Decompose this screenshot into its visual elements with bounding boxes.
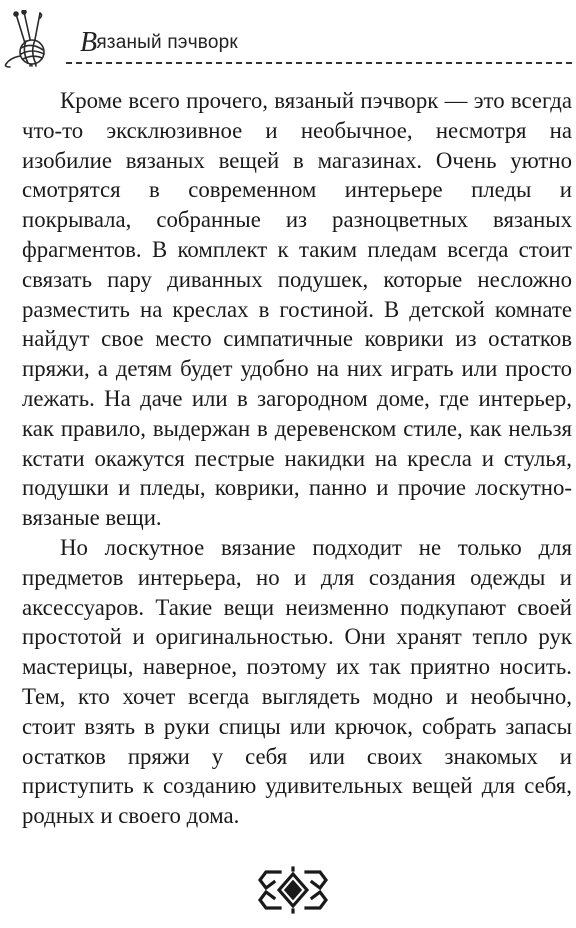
paragraph-1: Кроме всего прочего, вязаный пэчворк — это всегда что-то эксклюзивное и необычное, несмотря на изобилие вязаных вещей в магазинах. Очень уютно смотрятся в современном интерьере пледы и покрывала, собранные из разноцветных вязаных фрагментов. В комплект к таким пледам всегда стоит связать пару диванных подушек, которые несложно разместить на креслах в гостиной. В детской комнате найдут свое место симпатичные коврики из остатков пряжи, а детям будет удобно на них играть или просто лежать. На даче или в загородном доме, где интерьер, как правило, выдержан в деревенском стиле, как нельзя кстати окажутся пестрые накидки на кресла и стулья, подушки и пледы, коврики, панно и прочие лоскутно-вязаные вещи. <box>22 88 572 531</box>
ornament-icon <box>258 866 328 914</box>
header-title-initial: В <box>80 27 98 58</box>
paragraph-2: Но лоскутное вязание подходит не только для предметов интерьера, но и для создания одежды и аксессуаров. Такие вещи неизменно подкупают своей простотой и оригинальностью. Они хранят тепло рук мастерицы, наверное, поэтому их так приятно носить. Тем, кто хочет всегда выглядеть модно и необычно, стоит взять в руки спицы или крючок, собрать запасы остатков пряжи у себя или своих знакомых и приступить к созданию удивительных вещей для себя, родных и своего дома. <box>22 534 572 829</box>
running-header-title <box>80 27 238 59</box>
header-title-rest: язаный пэчворк <box>96 32 238 53</box>
yarn-ball-with-needles-icon <box>2 10 62 68</box>
body-text <box>22 86 572 831</box>
running-header <box>0 0 576 72</box>
header-dashed-rule <box>66 62 572 64</box>
